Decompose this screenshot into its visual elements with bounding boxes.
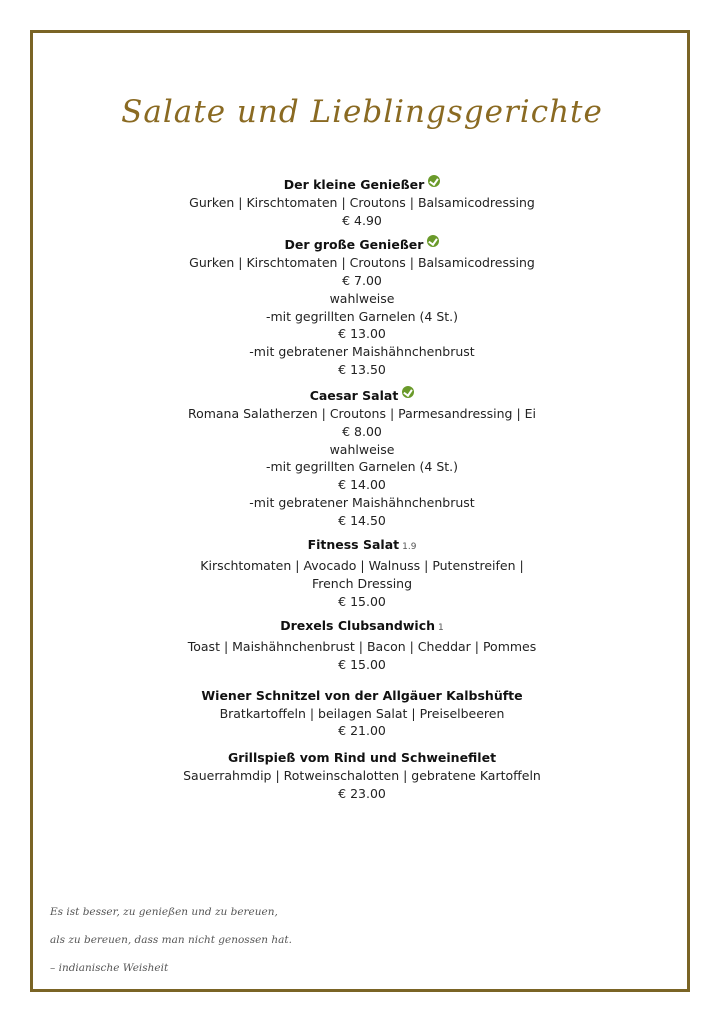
quote-attribution: – indianische Weisheit bbox=[50, 962, 169, 974]
menu-item-line: € 8.00 bbox=[342, 424, 382, 440]
menu-item-title: Fitness Salat bbox=[307, 537, 400, 553]
menu-item bbox=[0, 535, 724, 610]
menu-item-name bbox=[0, 175, 724, 194]
menu-item-line: € 14.00 bbox=[338, 477, 386, 493]
allergen-note: 1 bbox=[438, 623, 444, 634]
menu-item-line: Kirschtomaten | Avocado | Walnuss | Putenstreifen | bbox=[200, 558, 524, 574]
menu-item-line: € 13.50 bbox=[338, 361, 386, 377]
menu-item-title: Der große Genießer bbox=[284, 237, 424, 253]
menu-item-line: Gurken | Kirschtomaten | Croutons | Balsamicodressing bbox=[189, 195, 535, 210]
menu-item-line: Gurken | Kirschtomaten | Croutons | Balsamicodressing bbox=[189, 255, 535, 271]
menu-item-line: Sauerrahmdip | Rotweinschalotten | gebratene Kartoffeln bbox=[183, 768, 541, 784]
menu-item-line: € 14.50 bbox=[338, 512, 386, 528]
menu-item-title: Caesar Salat bbox=[309, 388, 399, 404]
menu-item-name bbox=[0, 616, 724, 638]
menu-item-name bbox=[0, 386, 724, 405]
menu-item bbox=[0, 686, 724, 740]
menu-item-title: Wiener Schnitzel von der Allgäuer Kalbshüfte bbox=[201, 687, 523, 703]
quote-line-1: Es ist besser, zu genießen und zu bereuen, bbox=[50, 906, 278, 918]
menu-item-name bbox=[0, 235, 724, 254]
menu-item-line: wahlweise bbox=[329, 441, 395, 457]
menu-item-line: French Dressing bbox=[311, 575, 413, 591]
menu-item-line: € 13.00 bbox=[338, 326, 386, 342]
quote bbox=[50, 898, 292, 982]
page-title: Salate und Lieblingsgerichte bbox=[121, 94, 603, 130]
menu-item-line: € 15.00 bbox=[338, 657, 386, 673]
menu-item bbox=[0, 235, 724, 378]
menu-item bbox=[0, 748, 724, 802]
menu-item bbox=[0, 175, 724, 229]
quote-line-2: als zu bereuen, dass man nicht genossen hat. bbox=[50, 934, 292, 946]
menu-item-title: Drexels Clubsandwich bbox=[280, 618, 436, 634]
menu-item-line: -mit gebratener Maishähnchenbrust bbox=[249, 343, 475, 359]
menu-item-line: Romana Salatherzen | Croutons | Parmesandressing | Ei bbox=[187, 406, 537, 422]
vegetarian-leaf-icon bbox=[402, 386, 414, 398]
menu-item-line: Bratkartoffeln | beilagen Salat | Preiselbeeren bbox=[219, 705, 505, 721]
menu-item bbox=[0, 616, 724, 673]
menu-item-line: € 15.00 bbox=[338, 593, 386, 609]
menu-item-line: € 4.90 bbox=[342, 212, 382, 228]
menu-item-title: Der kleine Genießer bbox=[283, 177, 425, 192]
menu-item-line: -mit gegrillten Garnelen (4 St.) bbox=[265, 459, 459, 475]
menu-item-name bbox=[0, 686, 724, 705]
menu-list bbox=[0, 175, 724, 809]
vegetarian-leaf-icon bbox=[427, 235, 439, 247]
menu-item-line: Toast | Maishähnchenbrust | Bacon | Cheddar | Pommes bbox=[187, 639, 537, 655]
menu-item-line: -mit gebratener Maishähnchenbrust bbox=[249, 494, 475, 510]
menu-item-name bbox=[0, 535, 724, 557]
menu-item-line: wahlweise bbox=[329, 290, 395, 306]
menu-item-name bbox=[0, 748, 724, 767]
menu-item-line: -mit gegrillten Garnelen (4 St.) bbox=[265, 308, 459, 324]
vegetarian-leaf-icon bbox=[428, 175, 440, 187]
menu-item-line: € 21.00 bbox=[338, 723, 386, 739]
menu-item-line: € 7.00 bbox=[342, 273, 382, 289]
menu-item bbox=[0, 386, 724, 529]
menu-item-line: € 23.00 bbox=[338, 785, 386, 801]
menu-item-title: Grillspieß vom Rind und Schweinefilet bbox=[227, 750, 497, 766]
allergen-note: 1.9 bbox=[402, 542, 417, 553]
